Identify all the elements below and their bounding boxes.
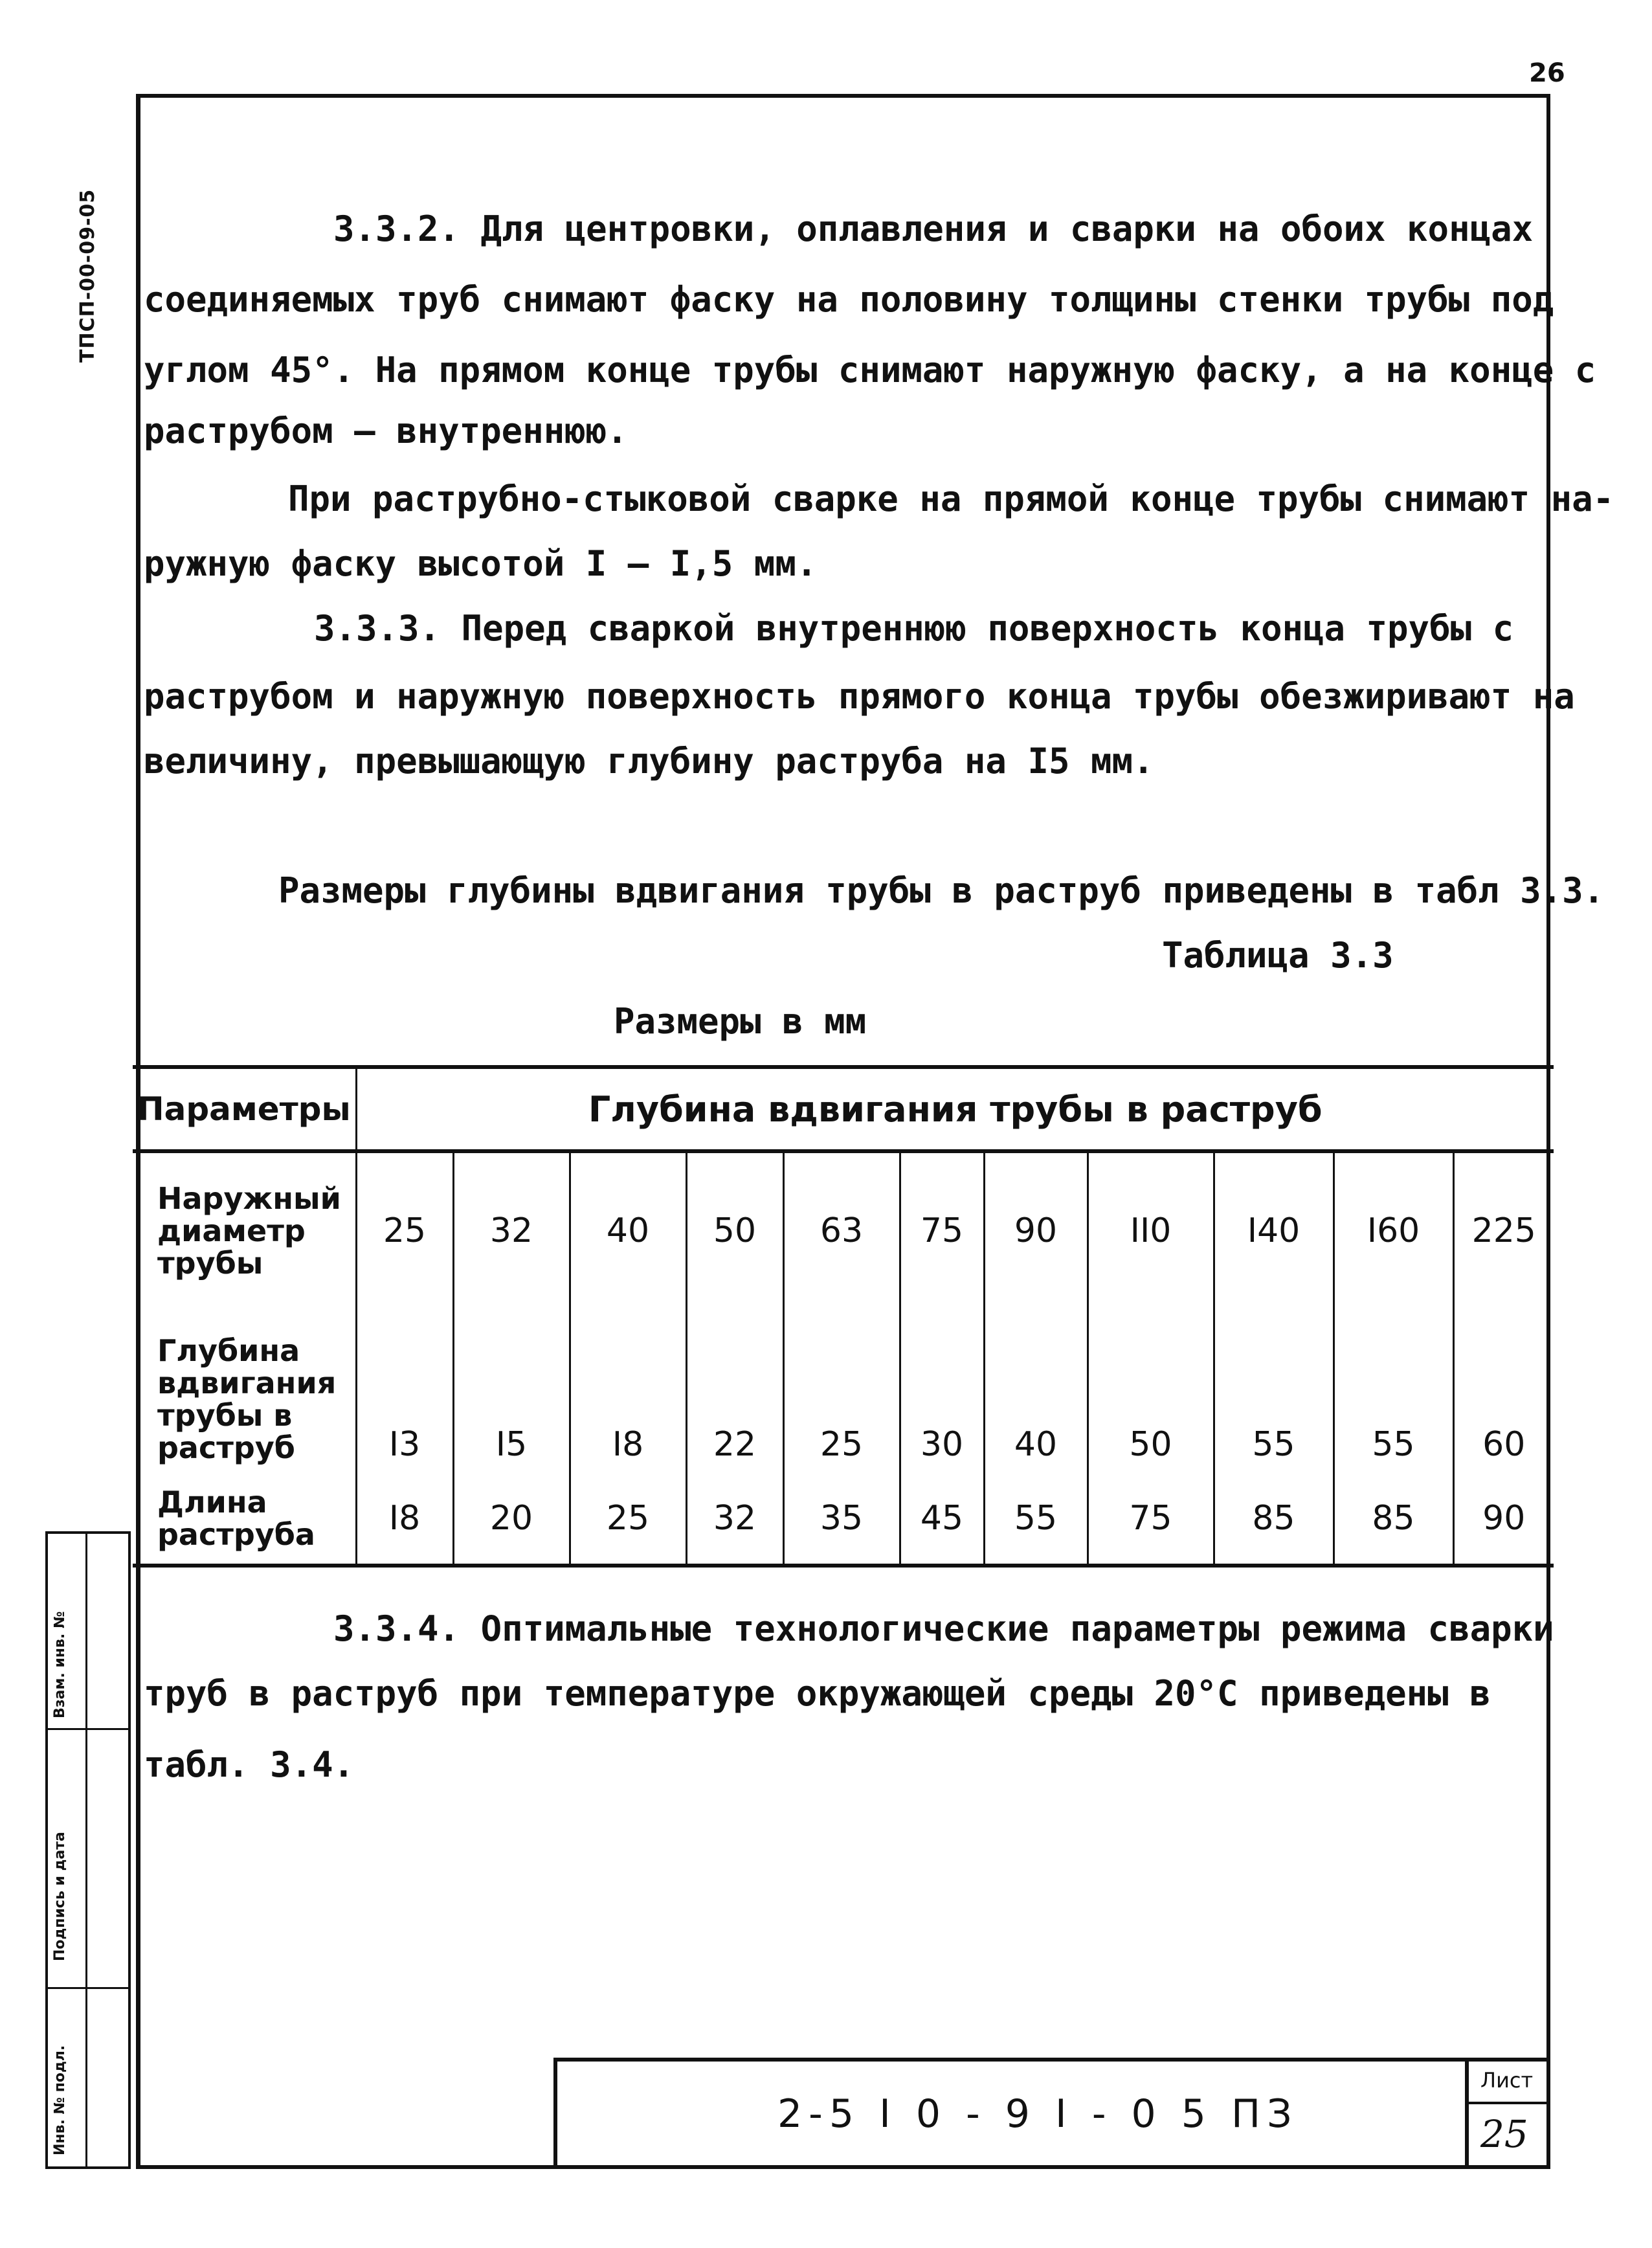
- table-cell: 85: [1334, 1473, 1453, 1566]
- para-table-reference: Размеры глубины вдвигания трубы в раструб приведены в табл 3.3.: [278, 870, 1605, 911]
- table-cell: 55: [1334, 1309, 1453, 1473]
- stamp-signature-date-label: Подпись и дата: [52, 1832, 68, 1961]
- title-block: [553, 2058, 1550, 2169]
- table-cell: 55: [984, 1473, 1088, 1566]
- table-cell: I5: [453, 1309, 570, 1473]
- table-cell: 90: [984, 1151, 1088, 1309]
- table-cell: II0: [1088, 1151, 1214, 1309]
- table-cell: I60: [1334, 1151, 1453, 1309]
- sheet-box: [1465, 2062, 1550, 2169]
- table-cell: 60: [1453, 1309, 1554, 1473]
- para-3-3-2-line4: раструбом – внутреннюю.: [144, 410, 628, 451]
- row-label: Длина раструба: [133, 1473, 356, 1566]
- table-cell: I3: [356, 1309, 453, 1473]
- table-cell: 32: [686, 1473, 783, 1566]
- side-approval-stamp: [45, 1531, 131, 2169]
- table-cell: 25: [783, 1309, 900, 1473]
- table-cell: I8: [356, 1473, 453, 1566]
- document-code: 2-5 I 0 - 9 I - 0 5 ПЗ: [777, 2091, 1299, 2137]
- table-cell: I40: [1214, 1151, 1334, 1309]
- sheet-number: 25: [1480, 2112, 1528, 2156]
- table-cell: 40: [570, 1151, 686, 1309]
- para-3-3-2-line2: соединяемых труб снимают фаску на половину толщины стенки трубы под: [144, 279, 1554, 320]
- row-label: Наружный диаметр трубы: [157, 1181, 341, 1281]
- table-cell: 45: [900, 1473, 984, 1566]
- row-label: Глубина вдвигания трубы в раструб: [157, 1333, 337, 1465]
- para-butt-weld-line1: При раструбно-стыковой сварке на прямой конце трубы снимают на-: [288, 478, 1614, 519]
- table-row: [133, 1309, 1554, 1473]
- table-cell: 22: [686, 1309, 783, 1473]
- side-document-code: ТПСП-00-09-05: [76, 188, 99, 363]
- table-cell: 63: [783, 1151, 900, 1309]
- table-cell: 32: [453, 1151, 570, 1309]
- para-3-3-4-line1: 3.3.4. Оптимальные технологические параметры режима сварки: [333, 1608, 1554, 1649]
- header-parameters: Параметры: [133, 1067, 356, 1151]
- table-cell: 75: [1088, 1473, 1214, 1566]
- para-3-3-2-line1: 3.3.2. Для центровки, оплавления и сварки на обоих концах: [333, 208, 1534, 249]
- table-cell: I8: [570, 1309, 686, 1473]
- table-cell: 50: [686, 1151, 783, 1309]
- para-3-3-2-line3: углом 45°. На прямом конце трубы снимают наружную фаску, а на конце с: [144, 350, 1596, 390]
- table-units: Размеры в мм: [614, 1001, 867, 1042]
- para-3-3-3-line3: величину, превышающую глубину раструба на I5 мм.: [144, 741, 1154, 781]
- table-cell: 225: [1453, 1151, 1554, 1309]
- table-row: [133, 1151, 1554, 1309]
- table-cell: 40: [984, 1309, 1088, 1473]
- para-3-3-3-line1: 3.3.3. Перед сваркой внутреннюю поверхность конца трубы с: [314, 608, 1514, 649]
- table-cell: 85: [1214, 1473, 1334, 1566]
- table-cell: 50: [1088, 1309, 1214, 1473]
- stamp-inv-no-label: Инв. № подл.: [52, 2045, 68, 2155]
- table-cell: 25: [570, 1473, 686, 1566]
- table-row: [133, 1473, 1554, 1566]
- table-cell: 90: [1453, 1473, 1554, 1566]
- table-cell: 55: [1214, 1309, 1334, 1473]
- stamp-replace-inv-label: Взам. инв. №: [52, 1611, 68, 1718]
- table-caption: Таблица 3.3: [1162, 935, 1394, 976]
- table-cell: 30: [900, 1309, 984, 1473]
- table-cell: 75: [900, 1151, 984, 1309]
- para-3-3-4-line2: труб в раструб при температуре окружающей среды 20°С приведены в: [144, 1673, 1491, 1714]
- table-cell: 25: [356, 1151, 453, 1309]
- insertion-depth-table: [133, 1065, 1554, 1568]
- table-cell: 20: [453, 1473, 570, 1566]
- corner-page-number: 26: [1529, 58, 1565, 88]
- header-insertion-depth: Глубина вдвигания трубы в раструб: [356, 1067, 1554, 1151]
- para-3-3-4-line3: табл. 3.4.: [144, 1744, 355, 1785]
- para-butt-weld-line2: ружную фаску высотой I – I,5 мм.: [144, 543, 818, 584]
- sheet-label: Лист: [1480, 2068, 1534, 2093]
- table-cell: 35: [783, 1473, 900, 1566]
- para-3-3-3-line2: раструбом и наружную поверхность прямого конца трубы обезжиривают на: [144, 676, 1575, 717]
